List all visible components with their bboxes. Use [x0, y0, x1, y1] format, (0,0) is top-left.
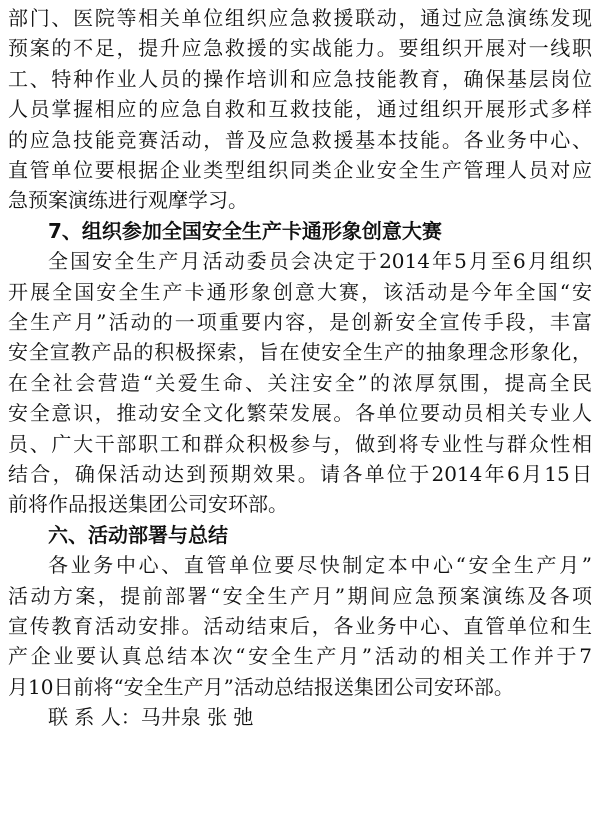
paragraph-2-line-5: 在全社会营造“关爱生命、关注安全”的浓厚氛围，提高全民 [8, 370, 592, 395]
section-heading-6: 六、活动部署与总结 [48, 522, 228, 547]
paragraph-3-line-1: 各业务中心、直管单位要尽快制定本中心“安全生产月” [48, 553, 592, 578]
paragraph-1-line-7: 急预案演练进行观摩学习。 [8, 188, 248, 213]
section-heading-7: 7、组织参加全国安全生产卡通形象创意大赛 [48, 218, 442, 243]
paragraph-1-line-3: 工、特种作业人员的操作培训和应急技能教育，确保基层岗位 [8, 66, 592, 91]
paragraph-1-line-1: 部门、医院等相关单位组织应急救援联动，通过应急演练发现 [8, 6, 592, 30]
paragraph-2-line-7: 员、广大干部职工和群众积极参与，做到将专业性与群众性相 [8, 431, 592, 456]
paragraph-3-line-4: 产企业要认真总结本次“安全生产月”活动的相关工作并于7 [8, 644, 592, 669]
paragraph-2-line-1: 全国安全生产月活动委员会决定于2014年5月至6月组织 [48, 249, 592, 274]
paragraph-2-line-9: 前将作品报送集团公司安环部。 [8, 492, 288, 517]
paragraph-1-line-2: 预案的不足，提升应急救援的实战能力。要组织开展对一线职 [8, 36, 592, 61]
contact-label: 联 系 人： [48, 705, 141, 730]
paragraph-2-line-2: 开展全国安全生产卡通形象创意大赛，该活动是今年全国“安 [8, 279, 592, 304]
paragraph-3-line-2: 活动方案，提前部署“安全生产月”期间应急预案演练及各项 [8, 583, 592, 608]
paragraph-2-line-3: 全生产月”活动的一项重要内容，是创新安全宣传手段，丰富 [8, 310, 592, 334]
paragraph-3-line-3: 宣传教育活动安排。活动结束后，各业务中心、直管单位和生 [8, 614, 592, 638]
paragraph-3-line-5: 月10日前将“安全生产月”活动总结报送集团公司安环部。 [8, 674, 514, 699]
paragraph-1-line-5: 的应急技能竞赛活动，普及应急救援基本技能。各业务中心、 [8, 127, 592, 152]
contact-names: 马井泉 张 弛 [140, 705, 254, 730]
paragraph-2-line-6: 安全意识，推动安全文化繁荣发展。各单位要动员相关专业人 [8, 401, 592, 426]
paragraph-1-line-6: 直管单位要根据企业类型组织同类企业安全生产管理人员对应 [8, 158, 592, 182]
paragraph-2-line-4: 安全宣教产品的积极探索，旨在使安全生产的抽象理念形象化， [8, 340, 592, 365]
paragraph-2-line-8: 结合，确保活动达到预期效果。请各单位于2014年6月15日 [8, 462, 592, 486]
paragraph-1-line-4: 人员掌握相应的应急自救和互救技能，通过组织开展形式多样 [8, 97, 592, 122]
contact-line [8, 703, 592, 731]
